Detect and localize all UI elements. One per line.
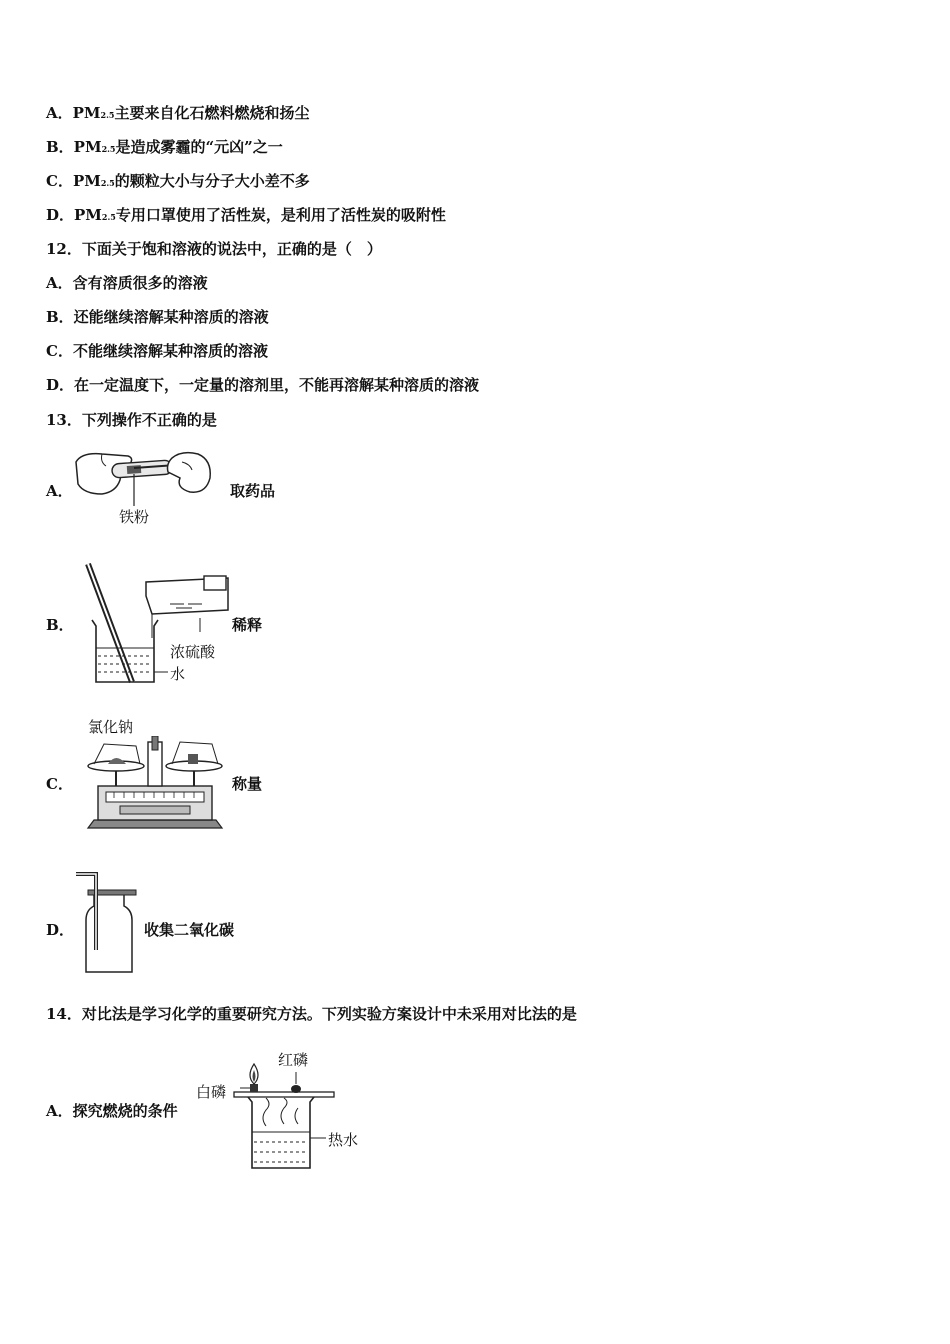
q14-a-caption: 探究燃烧的条件 (72, 1102, 178, 1120)
q13-b-figure (80, 560, 230, 690)
q13-stem: 13．下列操作不正确的是 (46, 411, 217, 429)
q11-option-c (46, 170, 310, 191)
q12-option-b: B．还能继续溶解某种溶质的溶液 (46, 308, 269, 326)
q14-stem: 14．对比法是学习化学的重要研究方法。下列实验方案设计中未采用对比法的是 (46, 1005, 577, 1023)
q12-option-c: C．不能继续溶解某种溶质的溶液 (46, 342, 268, 360)
q11-c-subscript: 2.5 (100, 178, 115, 188)
q12-option-a: A．含有溶质很多的溶液 (46, 274, 208, 292)
q11-a-subscript: 2.5 (100, 110, 115, 120)
q14-a-label-red: 红磷 (278, 1051, 309, 1069)
q11-b-prefix: B．PM (46, 138, 102, 156)
q13-c-caption: 称量 (232, 775, 263, 793)
q14-a-figure (230, 1060, 340, 1172)
q12-stem: 12．下面关于饱和溶液的说法中，正确的是（ ） (46, 240, 382, 258)
q11-b-text: 是造成雾霾的“元凶”之一 (115, 138, 283, 156)
q13-b-label-water: 水 (170, 665, 186, 683)
q14-a-text (46, 1100, 178, 1121)
q13-a-letter: A． (46, 482, 73, 500)
q13-a-caption: 取药品 (230, 482, 276, 500)
q13-a-label-iron: 铁粉 (119, 508, 150, 526)
q11-d-prefix: D．PM (46, 206, 102, 224)
q13-d-letter: D． (46, 921, 75, 939)
q14-a-letter: A． (46, 1102, 73, 1120)
q11-c-text: 的颗粒大小与分子大小差不多 (114, 172, 310, 190)
q11-option-a (46, 102, 309, 123)
q13-c-figure (84, 736, 226, 832)
q14-a-label-hot: 热水 (328, 1131, 359, 1149)
q11-d-text: 专用口罩使用了活性炭，是利用了活性炭的吸附性 (115, 206, 446, 224)
q13-d-caption: 收集二氧化碳 (144, 921, 235, 939)
q12-option-d: D．在一定温度下，一定量的溶剂里，不能再溶解某种溶质的溶液 (46, 376, 480, 394)
q13-c-letter: C． (46, 775, 73, 793)
q11-a-prefix: A．PM (46, 104, 101, 122)
q13-b-label-acid: 浓硫酸 (170, 643, 216, 661)
q13-b-caption: 稀释 (232, 616, 263, 634)
q13-b-letter: B． (46, 616, 74, 634)
q14-a-label-white: 白磷 (196, 1083, 227, 1101)
q13-d-figure (74, 870, 140, 976)
q11-option-d (46, 204, 446, 225)
q11-option-b (46, 136, 283, 157)
q13-c-label-nacl: 氯化钠 (88, 718, 134, 736)
q11-b-subscript: 2.5 (101, 144, 116, 154)
q11-a-text: 主要来自化石燃料燃烧和扬尘 (114, 104, 310, 122)
q11-d-subscript: 2.5 (101, 212, 116, 222)
q11-c-prefix: C．PM (46, 172, 101, 190)
